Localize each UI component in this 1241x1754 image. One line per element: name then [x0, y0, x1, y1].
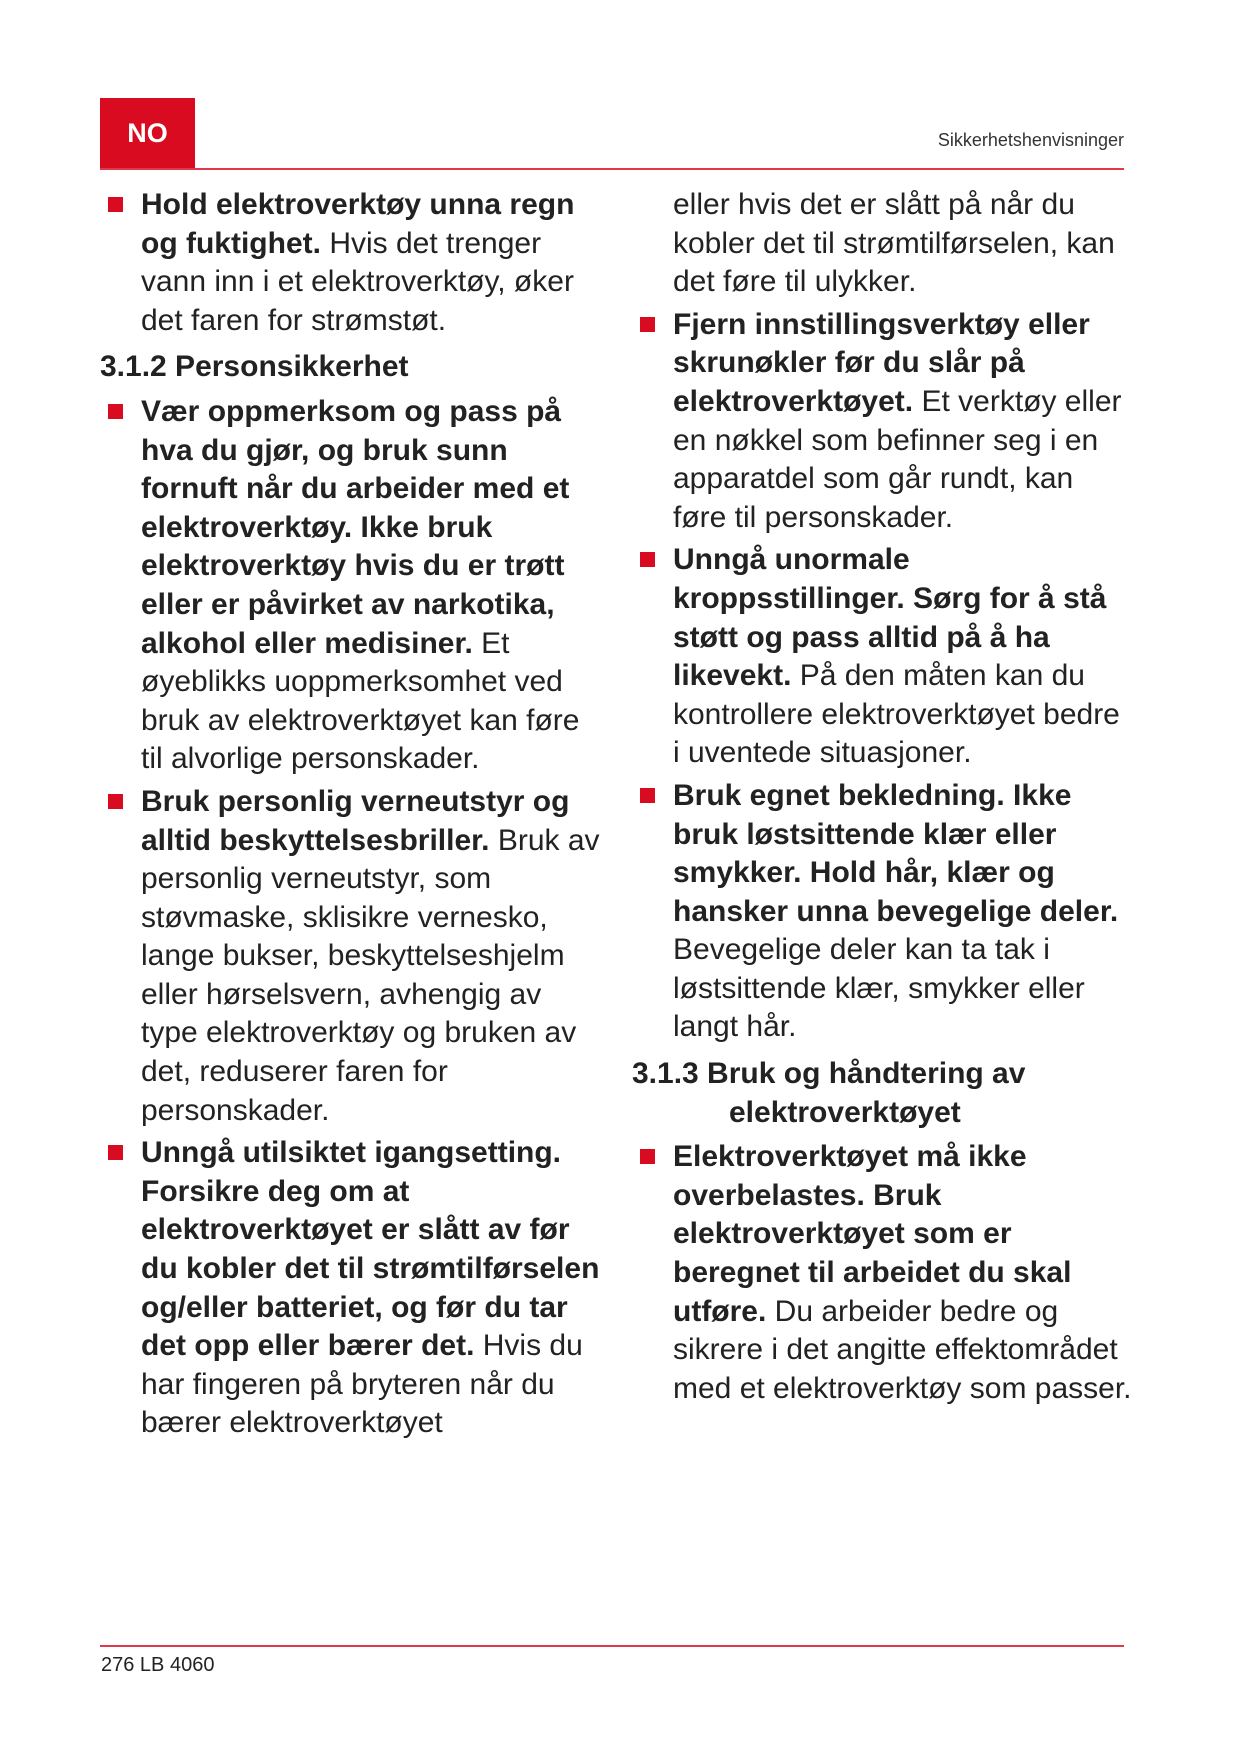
list-item: [632, 306, 1132, 538]
footer-divider: [100, 1645, 1124, 1647]
item-bold-text: Vær oppmerksom og pass på hva du gjør, og bruk sunn fornuft når du arbeider med et elektroverktøy. Ikke bruk elektroverktøy hvis du er trøtt eller er påvirket av narkotika, alkohol eller medisiner.: [141, 394, 570, 660]
item-bold-text: Elektroverktøyet må ikke overbelastes. Bruk elektroverktøyet som er beregnet til arbeidet du skal utføre.: [673, 1140, 1072, 1328]
item-bold-text: Fjern innstillingsverktøy eller skrunøkler før du slår på elektroverktøyet.: [673, 307, 1090, 418]
section-title: Sikkerhetshenvisninger: [937, 130, 1124, 150]
item-text: Hvis det trenger vann inn i et elektroverktøy, øker det faren for strømstøt.: [141, 226, 574, 337]
item-bold-text: Bruk personlig verneutstyr og alltid beskyttelsesbriller.: [141, 784, 570, 857]
heading-continuation: elektroverktøyet: [729, 1095, 961, 1129]
item-bold-text: Unngå utilsiktet igangsetting. Forsikre deg om at elektroverktøyet er slått av før du kobler det til strømtilførselen og/eller batteriet, og før du tar det opp eller bærer det.: [141, 1136, 600, 1363]
bullet-square-icon: [108, 794, 123, 809]
bullet-square-icon: [640, 317, 655, 332]
item-text: Et øyeblikks uoppmerksomhet ved bruk av elektroverktøyet kan føre til alvorlige personskader.: [141, 626, 580, 776]
list-item: [100, 393, 605, 779]
header-divider: [100, 168, 1124, 170]
bullet-square-icon: [108, 1145, 123, 1160]
section-heading: [632, 1055, 1132, 1132]
section-heading: 3.1.2 Personsikkerhet: [100, 350, 409, 384]
list-item: [632, 777, 1132, 1047]
continued-text: eller hvis det er slått på når du kobler det til strømtilførselen, kan det føre til ulykker.: [673, 188, 1115, 299]
list-item: [100, 186, 605, 340]
list-item: [632, 541, 1132, 773]
right-column: [632, 186, 1132, 1412]
list-item: [632, 1138, 1132, 1408]
item-text: På den måten kan du kontrollere elektroverktøyet bedre i uventede situasjoner.: [673, 659, 1120, 770]
bullet-square-icon: [640, 1149, 655, 1164]
item-text: Bruk av personlig verneutstyr, som støvmaske, sklisikre vernesko, lange bukser, beskyttelseshjelm eller hørselsvern, avhengig av type elektroverktøy og bruken av det, reduserer faren for personskader.: [141, 823, 600, 1127]
item-bold-text: Unngå unormale kroppsstillinger. Sørg for å stå støtt og pass alltid på å ha likevekt.: [673, 543, 1107, 693]
bullet-square-icon: [108, 197, 123, 212]
page-number: 276 LB 4060: [101, 1654, 215, 1676]
item-text: Bevegelige deler kan ta tak i løstsittende klær, smykker eller langt hår.: [673, 933, 1085, 1044]
bullet-square-icon: [108, 404, 123, 419]
item-text: Et verktøy eller en nøkkel som befinner seg i en apparatdel som går rundt, kan føre til personskader.: [673, 384, 1122, 534]
left-column: [100, 186, 605, 1447]
list-item: [100, 783, 605, 1130]
heading-number-text: 3.1.3 Bruk og håndtering av: [632, 1057, 1026, 1091]
bullet-square-icon: [640, 552, 655, 567]
item-bold-text: Bruk egnet bekledning. Ikke bruk løstsittende klær eller smykker. Hold hår, klær og hansker unna bevegelige deler.: [673, 778, 1119, 928]
bullet-square-icon: [640, 788, 655, 803]
item-text: Hvis du har fingeren på bryteren når du bærer elektroverktøyet: [141, 1329, 583, 1440]
language-tab: NO: [100, 98, 195, 168]
item-bold-text: Hold elektroverktøy unna regn og fuktighet.: [141, 188, 575, 260]
list-item: [100, 1134, 605, 1443]
item-text: Du arbeider bedre og sikrere i det angitte effektområdet med et elektroverktøy som passer.: [673, 1294, 1132, 1405]
